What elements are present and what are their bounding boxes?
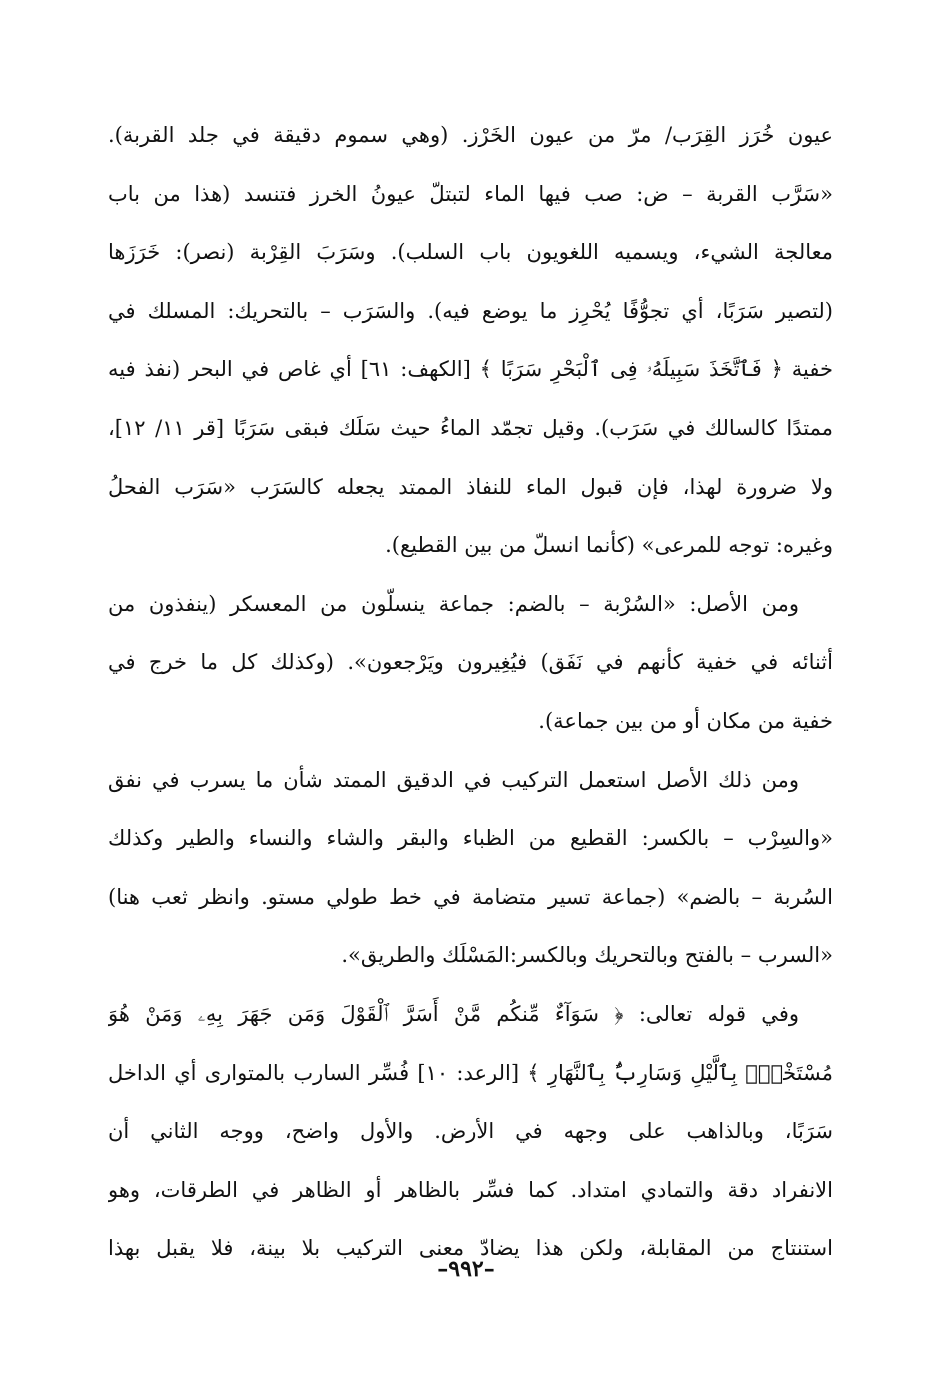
text-line-8: وغيره: توجه للمرعى» (كأنما انسلّ من بين القطيع).: [385, 533, 833, 558]
text-line-11: خفية من مكان أو من بين جماعة).: [538, 708, 833, 733]
text-line-3: معالجة الشيء، ويسميه اللغويون باب السلب). وسَرَبَ القِرْبة (نصر): خَرَزَها: [108, 240, 833, 265]
text-line-2: «سَرَّب القربة – ض: صب فيها الماء لتبتلّ عيونُ الخرز فتنسد (هذا من باب: [108, 181, 833, 206]
text-line-13: «والسِرْب – بالكسر: القطيع من الظباء والبقر والشاء والنساء والطير وكذلك: [108, 826, 833, 851]
text-line-16: وفي قوله تعالى: ﴿ سَوَآءٌ مِّنكُم مَّنْ أَسَرَّ ٱلْقَوْلَ وَمَن جَهَرَ بِهِۦ وَمَنْ هُوَ: [108, 1001, 799, 1026]
text-line-4: (لتصير سَرَبًا، أي تجوُّفًا يُحْرِز ما يوضع فيه). والسَرَب – بالتحريك: المسلك في: [108, 298, 833, 323]
text-line-20: استنتاج من المقابلة، ولكن هذا يضادّ معنى التركيب بلا بينة، فلا يقبل بهذا: [108, 1236, 833, 1261]
text-line-12: ومن ذلك الأصل استعمل التركيب في الدقيق الممتد شأن ما يسرب في نفق: [108, 767, 799, 792]
text-line-18: سَرَبًا، وبالذاهب على وجهه في الأرض. والأول واضح، ووجه الثاني أن: [108, 1119, 833, 1144]
text-line-1: عيون خُرَز القِرَب/ مرّ من عيون الخَرْز. (وهي سموم دقيقة في جلد القربة).: [108, 123, 833, 147]
text-line-6: ممتدًا كالسالك في سَرَب). وقيل تجمّد الماءُ حيث سَلَك فبقى سَرَبًا [قر ١١/ ١٢]،: [108, 415, 833, 440]
text-line-10: أثنائه في خفية كأنهم في نَفَق) فيُغِيرون ويَرْجعون». (وكذلك كل ما خرج في: [108, 650, 833, 675]
text-line-9: ومن الأصل: «السُرْبة – بالضم: جماعة ينسلّون من المعسكر (ينفذون من: [108, 591, 799, 616]
text-line-19: الانفراد دقة والتمادي امتداد. كما فسِّر بالظاهر أو الظاهر في الطرقات، وهو: [108, 1177, 833, 1202]
text-line-5: خفية ﴿ فَٱتَّخَذَ سَبِيلَهُۥ فِى ٱلْبَحْرِ سَرَبًا ﴾ [الكهف: ٦١] أي غاص في البحر (نفذ فيه: [108, 357, 833, 382]
text-line-15: «السرب – بالفتح وبالتحريك وبالكسر:المَسْلَك والطريق».: [341, 943, 833, 968]
text-line-7: ولا ضرورة لهذا، فإن قبول الماء للنفاذ الممتد يجعله كالسَرَب «سَرَب الفحلُ: [108, 474, 833, 499]
page-body: [108, 106, 833, 1278]
page-number: –٩٩٢–: [437, 1256, 495, 1282]
text-line-17: مُسْتَخْفٍۭ بِٱلَّيْلِ وَسَارِبٌۢ بِٱلنَّهَارِ ﴾ [الرعد: ١٠] فُسِّر السارب بالمتوارى أي الداخل: [108, 1060, 833, 1085]
text-line-14: السُربة – بالضم» (جماعة تسير متضامة في خط طولي مستو. وانظر ثعب هنا): [108, 884, 833, 909]
